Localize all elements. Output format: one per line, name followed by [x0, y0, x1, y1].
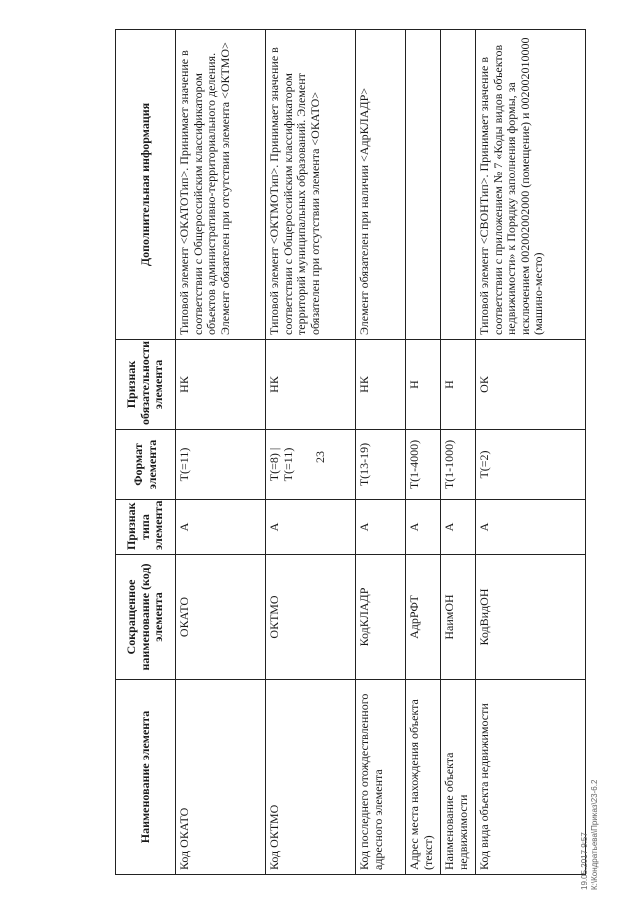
- table-row: [356, 30, 406, 875]
- cell-format: T(=11): [176, 430, 266, 500]
- cell-info: Элемент обязателен при наличии <АдрКЛАДР>: [356, 30, 406, 340]
- cell-required: НК: [266, 340, 356, 430]
- cell-short: КодКЛАДР: [356, 555, 406, 680]
- header-format: Формат элемента: [116, 430, 176, 500]
- cell-required: Н: [441, 340, 476, 430]
- header-type: Признак типа элемента: [116, 500, 176, 555]
- cell-name: Адрес места нахождения объекта (текст): [406, 680, 441, 875]
- header-short-name: Сокращенное наименование (код) элемента: [116, 555, 176, 680]
- stamp-line-date: 19.05.2017 9:57: [580, 832, 589, 890]
- cell-short: АдрРФТ: [406, 555, 441, 680]
- file-stamp: [580, 780, 600, 890]
- cell-info: [441, 30, 476, 340]
- elements-table: [115, 29, 586, 875]
- cell-name: Код вида объекта недвижимости: [476, 680, 586, 875]
- cell-name: Код ОКАТО: [176, 680, 266, 875]
- cell-type: А: [476, 500, 586, 555]
- cell-short: ОКТМО: [266, 555, 356, 680]
- cell-format: T(1-4000): [406, 430, 441, 500]
- table-row: [176, 30, 266, 875]
- cell-format: T(1-1000): [441, 430, 476, 500]
- header-element-name: Наименование элемента: [116, 680, 176, 875]
- cell-info: [406, 30, 441, 340]
- stamp-line-path: К:\Кондратьева\Приказ\23-6.2: [590, 779, 599, 890]
- cell-short: КодВидОН: [476, 555, 586, 680]
- header-required: Признак обязательности элемента: [116, 340, 176, 430]
- cell-format: T(=2): [476, 430, 586, 500]
- cell-info: Типовой элемент <ОКТМОТип>. Принимает значение в соответствии с Общероссийским классификатором территорий муниципальных образований. Элемент обязателен при отсутствии элемента <ОКАТО>: [266, 30, 356, 340]
- table-row: [476, 30, 586, 875]
- cell-short: ОКАТО: [176, 555, 266, 680]
- cell-name: Код ОКТМО: [266, 680, 356, 875]
- cell-type: А: [266, 500, 356, 555]
- cell-short: НаимОН: [441, 555, 476, 680]
- cell-type: А: [441, 500, 476, 555]
- cell-required: НК: [356, 340, 406, 430]
- table-header-row: [116, 30, 176, 875]
- cell-name: Код последнего отождествленного адресного элемента: [356, 680, 406, 875]
- table-row: [266, 30, 356, 875]
- cell-required: НК: [176, 340, 266, 430]
- cell-format: T(13-19): [356, 430, 406, 500]
- cell-info: Типовой элемент <ОКАТОТип>. Принимает значение в соответствии с Общероссийским классификатором объектов административно-территориального деления. Элемент обязателен при отсутствии элемента <ОКТМО>: [176, 30, 266, 340]
- cell-info: Типовой элемент <СВОНТип>. Принимает значение в соответствии с приложением № 7 «Коды видов объектов недвижимости» к Порядку заполнения формы, за исключением 002002002000 (помещение) и 002002010000 (машино-место): [476, 30, 586, 340]
- table-row: [441, 30, 476, 875]
- header-info: Дополнительная информация: [116, 30, 176, 340]
- cell-format: T(=8) | T(=11): [266, 430, 356, 500]
- cell-required: ОК: [476, 340, 586, 430]
- cell-type: А: [406, 500, 441, 555]
- rotated-table-wrapper: [115, 30, 545, 875]
- table-row: [406, 30, 441, 875]
- cell-required: Н: [406, 340, 441, 430]
- cell-type: А: [356, 500, 406, 555]
- page-number: 23: [313, 451, 327, 463]
- cell-name: Наименование объекта недвижимости: [441, 680, 476, 875]
- cell-type: А: [176, 500, 266, 555]
